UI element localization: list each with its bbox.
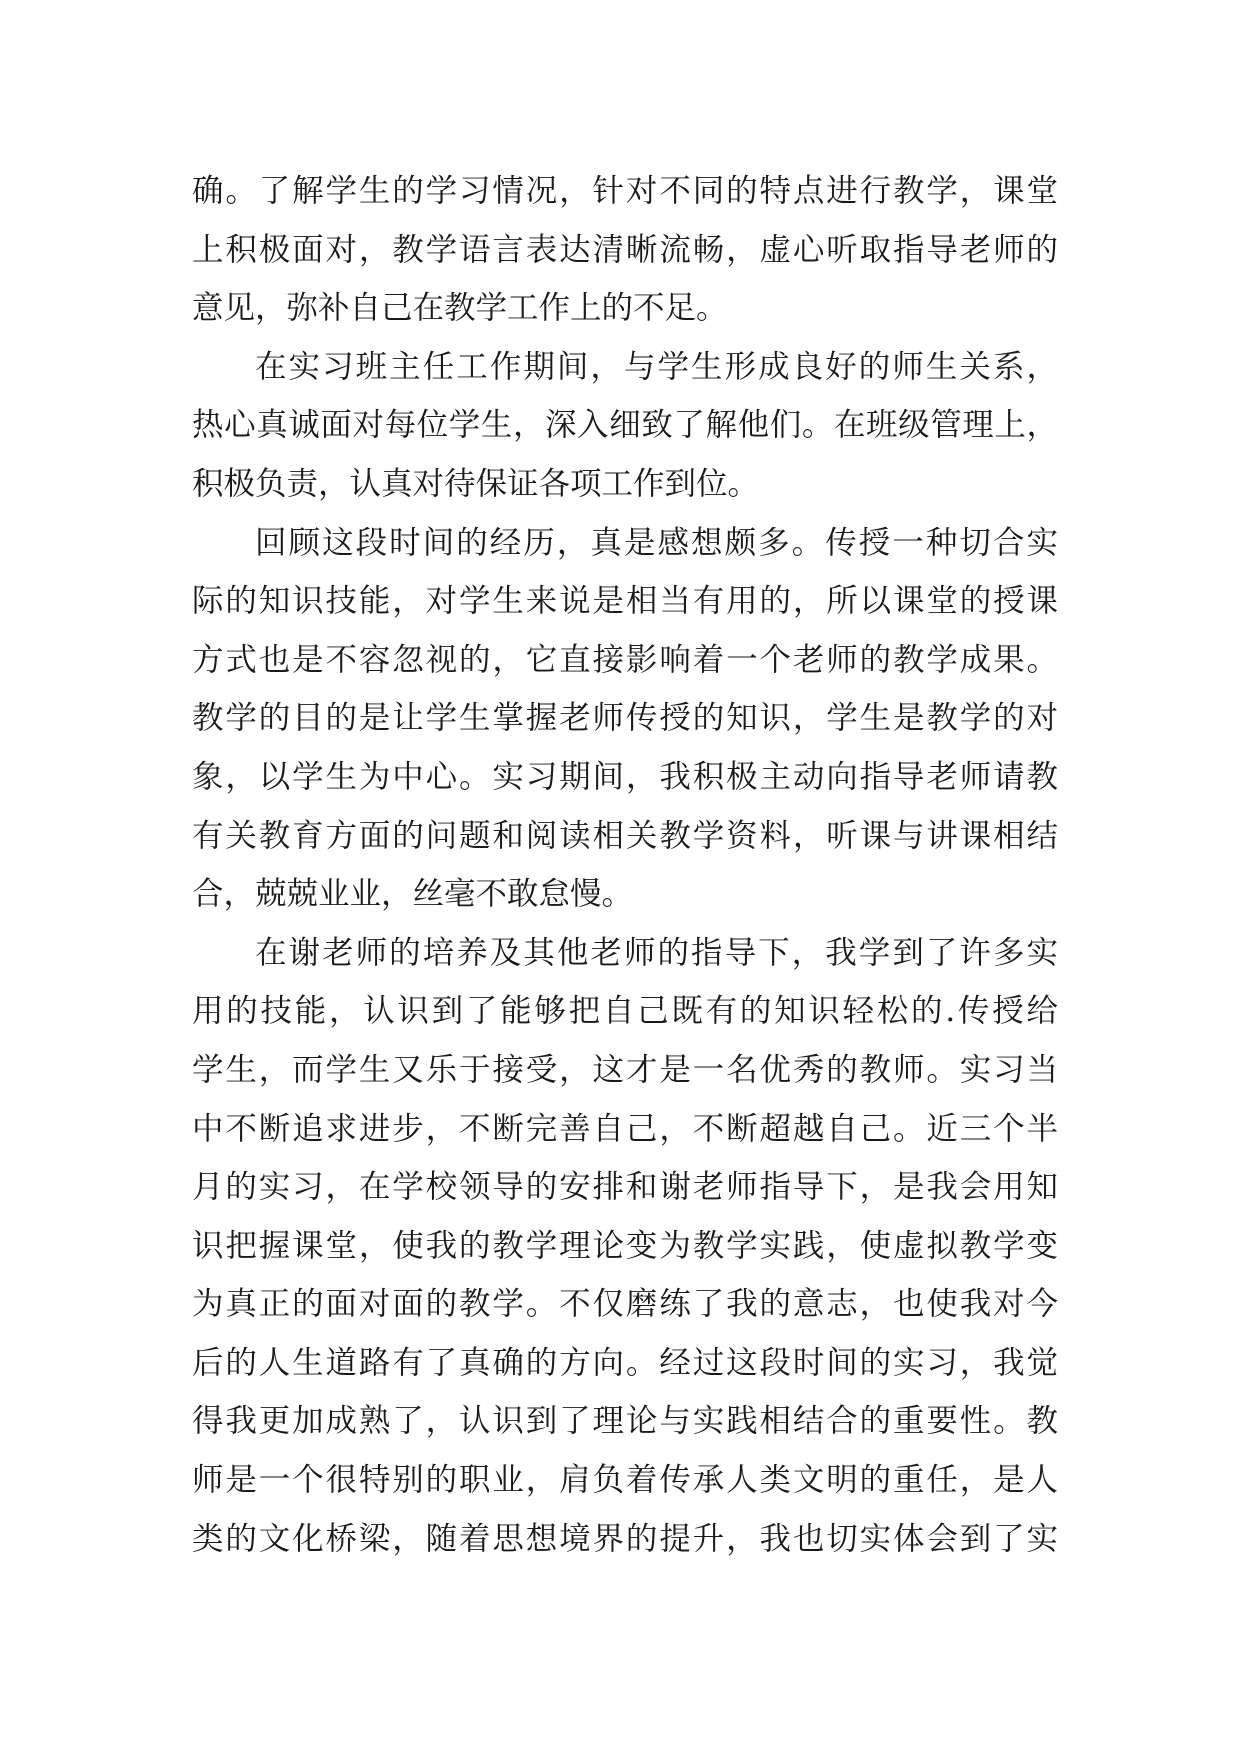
- text-line: 象，以学生为中心。实习期间，我积极主动向指导老师请教: [192, 758, 1058, 795]
- body-text: [192, 162, 1058, 1568]
- text-line: 识把握课堂，使我的教学理论变为教学实践，使虚拟教学变: [192, 1227, 1058, 1264]
- text-line: 方式也是不容忽视的，它直接影响着一个老师的教学成果。: [192, 641, 1058, 678]
- text-line: 有关教育方面的问题和阅读相关教学资料，听课与讲课相结: [192, 817, 1058, 854]
- text-line: 在实习班主任工作期间，与学生形成良好的师生关系，: [255, 348, 1058, 385]
- text-line: 为真正的面对面的教学。不仅磨练了我的意志，也使我对今: [192, 1286, 1058, 1323]
- text-line: 上积极面对，教学语言表达清晰流畅，虚心听取指导老师的: [192, 231, 1058, 268]
- text-line: 类的文化桥梁，随着思想境界的提升，我也切实体会到了实: [192, 1520, 1058, 1557]
- text-line: 师是一个很特别的职业，肩负着传承人类文明的重任，是人: [192, 1462, 1058, 1499]
- text-line: 热心真诚面对每位学生，深入细致了解他们。在班级管理上，: [192, 407, 1058, 444]
- text-line: 确。了解学生的学习情况，针对不同的特点进行教学，课堂: [192, 173, 1058, 209]
- text-line: 教学的目的是让学生掌握老师传授的知识，学生是教学的对: [192, 700, 1058, 737]
- text-line: 合，兢兢业业，丝毫不敢怠慢。: [192, 876, 634, 913]
- text-line: 得我更加成熟了，认识到了理论与实践相结合的重要性。教: [192, 1403, 1058, 1440]
- text-line: 用的技能，认识到了能够把自己既有的知识轻松的.传授给: [192, 993, 1058, 1030]
- text-line: 意见，弥补自己在教学工作上的不足。: [192, 290, 728, 327]
- text-line: 积极负责，认真对待保证各项工作到位。: [192, 465, 760, 502]
- text-line: 回顾这段时间的经历，真是感想颇多。传授一种切合实: [255, 524, 1058, 561]
- text-line: 学生，而学生又乐于接受，这才是一名优秀的教师。实习当: [192, 1051, 1058, 1088]
- text-line: 后的人生道路有了真确的方向。经过这段时间的实习，我觉: [192, 1344, 1058, 1381]
- text-line: 际的知识技能，对学生来说是相当有用的，所以课堂的授课: [192, 583, 1058, 620]
- text-line: 在谢老师的培养及其他老师的指导下，我学到了许多实: [255, 934, 1058, 971]
- text-line: 中不断追求进步，不断完善自己，不断超越自己。近三个半: [192, 1110, 1058, 1147]
- text-line: 月的实习，在学校领导的安排和谢老师指导下，是我会用知: [192, 1169, 1058, 1206]
